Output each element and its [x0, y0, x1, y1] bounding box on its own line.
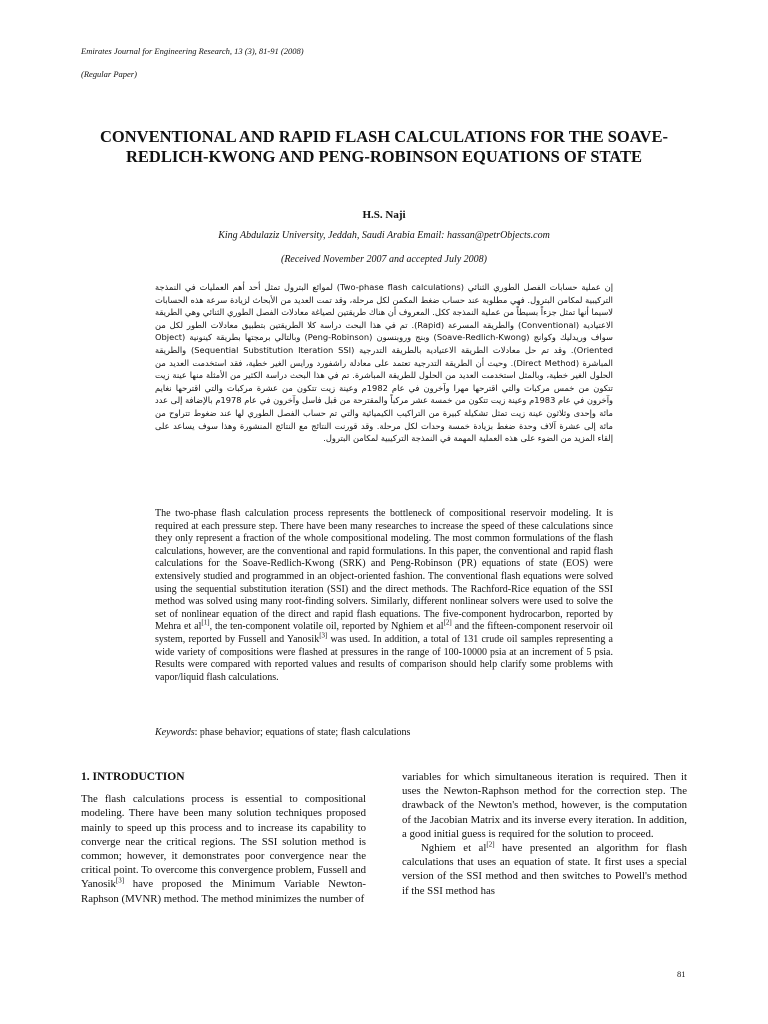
intro-paragraph-3 — [402, 841, 687, 898]
keywords-label: Keywords — [155, 727, 195, 738]
paper-title: CONVENTIONAL AND RAPID FLASH CALCULATIONS FOR THE SOAVE-REDLICH-KWONG AND PENG-ROBINSON EQUATIONS OF STATE — [100, 127, 668, 166]
paper-type: (Regular Paper) — [81, 69, 137, 79]
intro-paragraph-1 — [81, 792, 366, 906]
intro-text-1: The flash calculations process is essential to compositional modeling. There have been many solution techniques proposed mainly to speed up this process and to increase its capability to converge near the critical regions. The SSI solution method is common; however, it demonstrates poor convergence near the critical point. To overcome this convergence problem, Fussell and Yanosik — [81, 793, 366, 891]
citation-ref: [3] — [115, 876, 125, 885]
citation-ref: [3] — [319, 631, 328, 640]
left-column — [81, 770, 366, 906]
citation-ref: [1] — [201, 619, 210, 628]
author-affiliation: King Abdulaziz University, Jeddah, Saudi Arabia Email: hassan@petrObjects.com — [218, 230, 550, 241]
intro-text-2: have proposed the Minimum Variable Newton-Raphson (MVNR) method. The method minimizes the number of — [81, 878, 366, 905]
abstract-text-4: was used. In addition, a total of 131 crude oil samples representing a wide variety of compositions were flashed at pressures in the range of 100-10000 psia at an increment of 5 psia. Results were compared with reported values and results of comparison should help clarify some problems with vapor/liquid flash calculations. — [155, 633, 613, 683]
citation-ref: [2] — [443, 619, 452, 628]
author-name: H.S. Naji — [362, 209, 406, 221]
keywords-line — [155, 727, 613, 738]
citation-ref: [2] — [486, 840, 495, 849]
abstract-text-1: The two-phase flash calculation process represents the bottleneck of compositional reservoir modeling. It is required at each pressure step. There have been many researches to increase the speed of these calculations since they only represent a fraction of the whole compositional modeling. The most common formulations of the flash calculations, however, are the conventional and rapid formulations. In this paper, the conventional and rapid flash calculations for the Soave-Redlich-Kwong (SRK) and Peng-Robinson (PR) equations of state (EOS) were extensively studied and programmed in an object-oriented fashion. The conventional flash equations were solved using the sequential substitution iteration (SSI) and the direct methods. The Rachford-Rice equation of the SSI method was solved using many root-finding solvers. Similarly, different nonlinear solvers were used to solve the set of nonlinear equation of the direct and rapid flash equations. The five-component hydrocarbon, reported by Mehra et al — [155, 508, 613, 633]
keywords-text: : phase behavior; equations of state; flash calculations — [194, 727, 411, 738]
intro-paragraph-2: variables for which simultaneous iteration is required. Then it uses the Newton-Raphson method for the correction step. The drawback of the Newton's method, however, is the computation of the Jacobian Matrix and its inverse every iteration. In addition, a good initial guess is required for the solution to proceed. — [402, 771, 687, 840]
journal-citation: Emirates Journal for Engineering Research, 13 (3), 81-91 (2008) — [81, 46, 304, 56]
intro-text-3: Nghiem et al — [421, 842, 487, 855]
received-date: (Received November 2007 and accepted July 2008) — [280, 254, 488, 265]
section-heading: 1. INTRODUCTION — [81, 771, 185, 783]
abstract-text-3: and the fifteen-component reservoir oil system, reported by Fussell and Yanosik — [155, 621, 613, 645]
intro-text-4: have presented an algorithm for flash calculations that uses an equation of state. It first uses a special version of the SSI method and then switches to Powell's method if the SSI method has — [402, 842, 687, 897]
abstract-text-2: , the ten-component volatile oil, reported by Nghiem et al — [209, 621, 444, 633]
page-number: 81 — [677, 969, 686, 979]
english-abstract — [155, 508, 613, 684]
arabic-abstract: إن عملية حسابات الفصل الطوري الثنائي (Two-phase flash calculations) لموائع البترول تمثل أحد أهم العمليات في النمذجة التركيبية لمكامن البترول. فهي مطلوبة عند حساب ضغط المكمن لكل مرحلة، وقد تمت العديد من الأبحاث لزيادة سرعة هذه الحسابات لاسيما أنها تمثل جزءاً بسيطاً من عملية النمذجة ككل. المعروف أن هناك طريقتين لصياغة معادلات الفصل الطوري الثنائي وهي الطريقة الاعتيادية (Conventional) والطريقة المسرعة (Rapid). تم في هذا البحث دراسة كلا الطريقتين بتطبيق معادلات الطور لكل من سواف وريدليك وكوانج (Soave-Redlich-Kwong) وبنج وروبنسون (Peng-Robinson) وبالتالي برمجتها بطريقة كينونية (Object Oriented). وقد تم حل معادلات الطريقة الاعتيادية بالطريقة التدرجية (Sequential Substitution Iteration SSI) والطريقة المباشرة (Direct Method). وحيث أن الطريقة التدرجية تعتمد على معادلة راشفورد ورايس الغير خطية، فقد استخدمت العديد من الحلول الغير خطية، وبالمثل استخدمت العديد من الحلول للطريقة المباشرة. تم في هذا البحث دراسة الكثير من الأمثلة منها عينة زيت تتكون من خمس مركبات والتي اقترحها مهرا وآخرون في عام 1982م وعينة زيت تتكون من عشرة مركبات والتي اقترحها نغايم وآخرون في عام 1983م وعينة زيت تتكون من خمسة عشر مركباً والمقترحة من قبل فاسل وآخرون في عام 1978م بالإضافة إلى عدد مائة وإحدى وثلاثون عينة زيت تمثل تشكيلة كبيرة من التراكيب الكيميائية والتي تم حساب الفصل الطوري لها عند ضغوط تتراوح من مائة إلى عشرة آلاف وحدة ضغط بزيادة خمسة وحدات لكل مرحلة. وقد قورنت النتائج مع النتائج المنشورة وهذا سوف يساعد على إلقاء المزيد من الضوء على هذه العملية المهمة في النمذجة التركيبية لمكامن البترول. — [155, 282, 614, 444]
right-column — [402, 770, 687, 898]
